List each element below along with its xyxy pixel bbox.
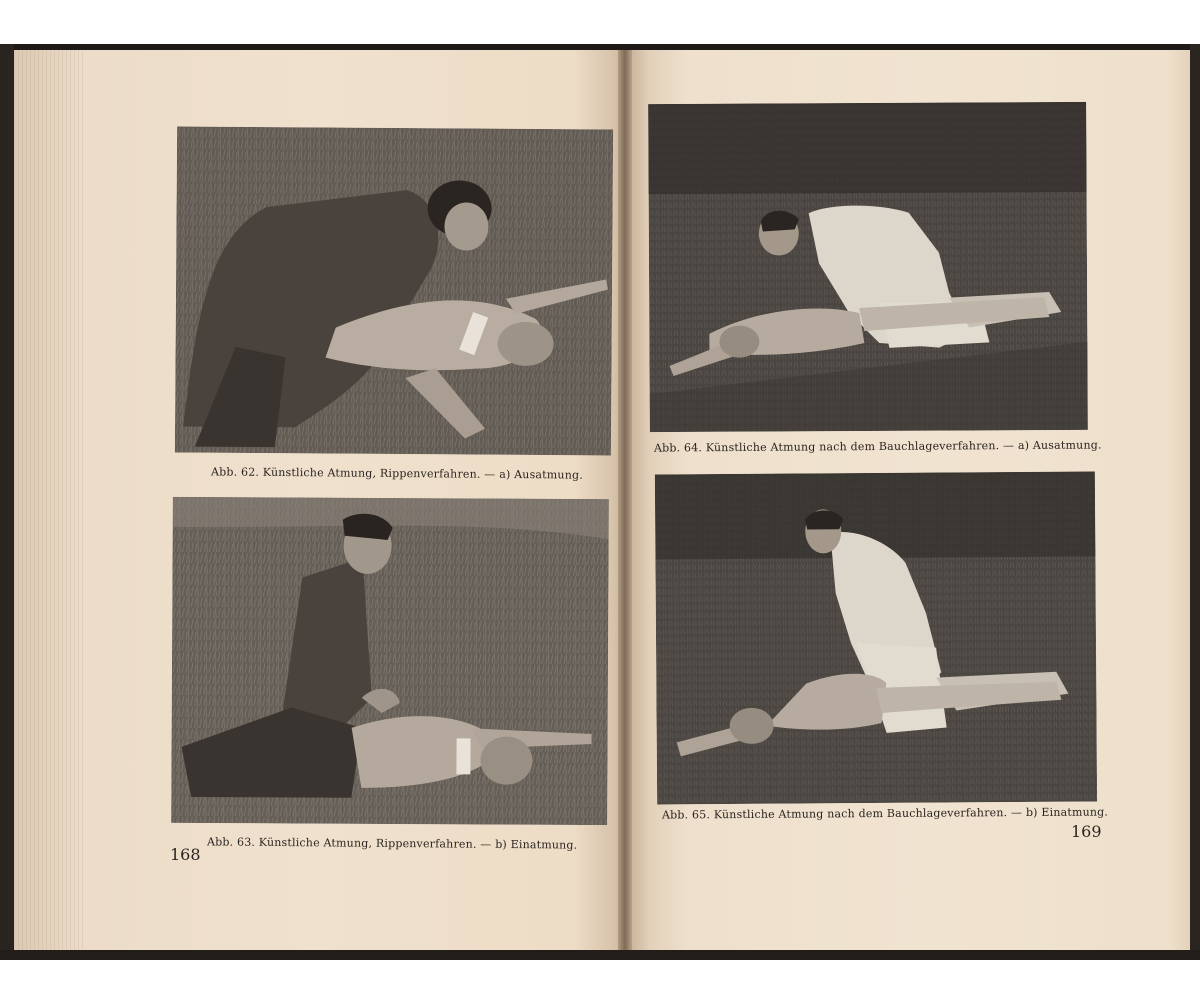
figure-62-caption: Abb. 62. Künstliche Atmung, Rippenverfahren. — a) Ausatmung.: [210, 465, 584, 482]
figure-64-photo: [648, 102, 1088, 432]
page-stack-edge: [14, 50, 84, 952]
book-bottom-edge: [0, 950, 1200, 960]
figure-65-photo: [655, 471, 1097, 804]
figure-64-caption: Abb. 64. Künstliche Atmung nach dem Bauchlageverfahren. — a) Ausatmung.: [653, 438, 1102, 455]
page-number-right: 169: [1071, 822, 1102, 841]
figure-62-photo: [175, 126, 613, 455]
book-right-edge: [1190, 44, 1200, 960]
figure-65-caption: Abb. 65. Künstliche Atmung nach dem Bauchlageverfahren. — b) Einatmung.: [661, 805, 1109, 822]
figure-63-photo: [171, 497, 609, 825]
page-number-left: 168: [170, 845, 201, 864]
book-gutter: [618, 50, 632, 952]
figure-63-caption: Abb. 63. Künstliche Atmung, Rippenverfahren. — b) Einatmung.: [206, 835, 578, 852]
book-left-edge: [0, 44, 14, 960]
